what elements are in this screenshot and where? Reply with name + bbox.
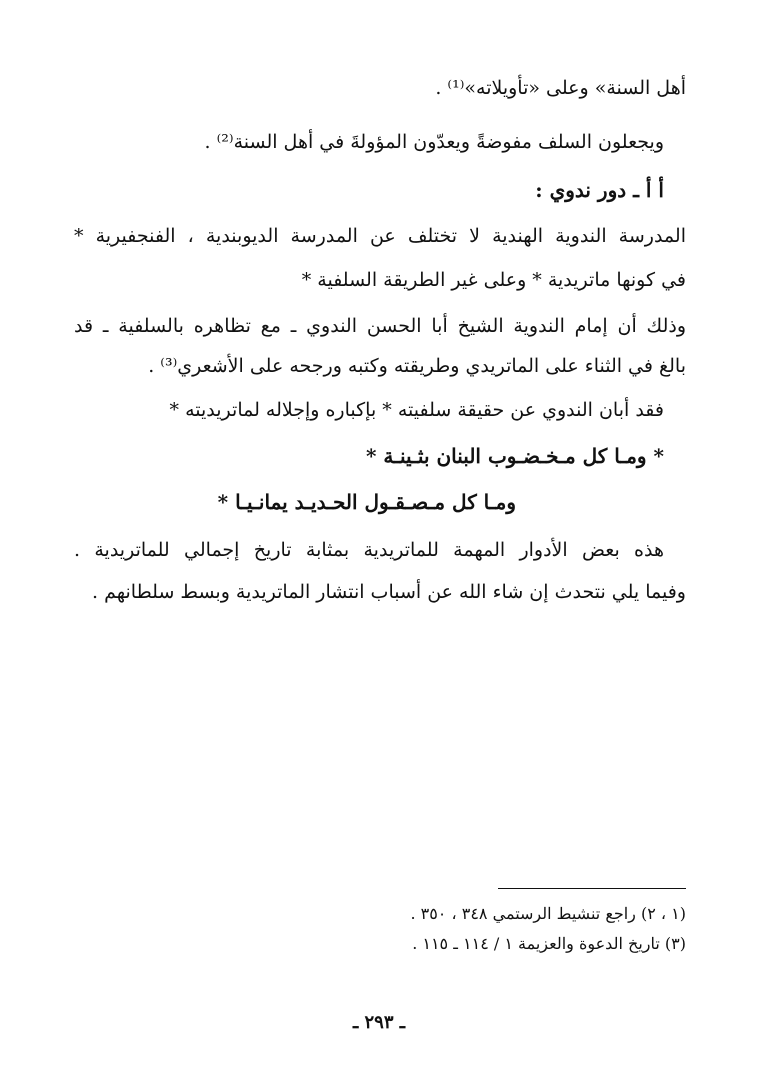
- page-number: ـ ٢٩٣ ـ: [352, 1012, 406, 1033]
- footnote-divider: [498, 888, 686, 889]
- section-heading: أ أ ـ دور ندوي :: [535, 178, 664, 202]
- text-line-2: ويجعلون السلف مفوضةً ويعدّون المؤولةَ في أهل السنة⁽²⁾ .: [204, 131, 664, 153]
- footnote-2: (٣) تاريخ الدعوة والعزيمة ١ / ١١٤ ـ ١١٥ .: [412, 934, 686, 953]
- text-line-12: وفيما يلي نتحدث إن شاء الله عن أسباب انتشار الماتريدية وبسط سلطانهم .: [92, 581, 686, 603]
- text-line-4: المدرسة الندوية الهندية لا تختلف عن المدرسة الديوبندية ، الفنجفيرية *: [74, 225, 686, 247]
- text-line-1: أهل السنة» وعلى «تأويلاته»⁽¹⁾ .: [435, 77, 686, 99]
- text-line-11: هذه بعض الأدوار المهمة للماتريدية بمثابة تاريخ إجمالي للماتريدية .: [74, 539, 664, 561]
- poem-verse-2: ومـا كل مـصـقـول الحـديـد يمانـيـا *: [217, 490, 516, 514]
- text-line-8: فقد أبان الندوي عن حقيقة سلفيته * بإكباره وإجلاله لماتريديته *: [169, 399, 664, 421]
- text-line-6: وذلك أن إمام الندوية الشيخ أبا الحسن الندوي ـ مع تظاهره بالسلفية ـ قد: [74, 315, 686, 337]
- poem-verse-1: * ومـا كل مـخـضـوب البنان بثـينـة *: [365, 444, 664, 468]
- text-line-5: في كونها ماتريدية * وعلى غير الطريقة السلفية *: [301, 269, 686, 291]
- footnote-1: (١ ، ٢) راجع تنشيط الرستمي ٣٤٨ ، ٣٥٠ .: [410, 904, 686, 923]
- text-line-7: بالغ في الثناء على الماتريدي وطريقته وكتبه ورجحه على الأشعري⁽³⁾ .: [148, 355, 686, 377]
